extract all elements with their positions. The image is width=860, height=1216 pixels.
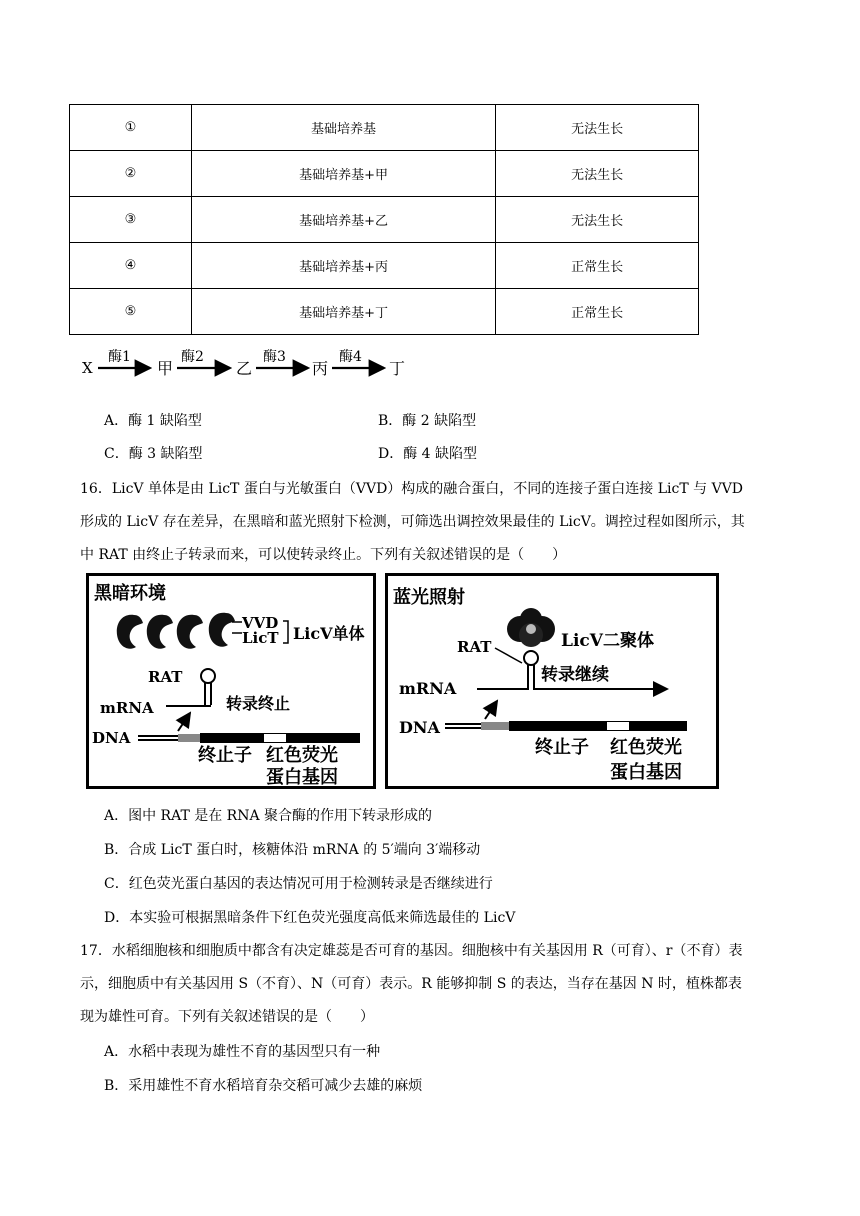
gene-label-2: 蛋白基因 xyxy=(266,767,338,788)
figure-blue-light xyxy=(385,573,720,789)
dna-label: DNA xyxy=(399,718,440,737)
rat-label: RAT xyxy=(148,668,183,686)
enzyme-label: 酶2 xyxy=(181,349,204,365)
dimer-label: LicV二聚体 xyxy=(561,631,654,651)
monomer-label: LicV单体 xyxy=(293,624,365,643)
q17-option-a[interactable]: A．水稻中表现为雄性不育的基因型只有一种 xyxy=(104,1044,381,1060)
q16-option-c[interactable]: C．红色荧光蛋白基因的表达情况可用于检测转录是否继续进行 xyxy=(104,876,493,892)
row-medium: 基础培养基+乙 xyxy=(191,197,496,243)
q15-option-d[interactable]: D．酶 4 缺陷型 xyxy=(378,446,478,462)
pathway-node: 甲 xyxy=(157,359,174,378)
figure-dark xyxy=(86,573,376,789)
gene-label-2: 蛋白基因 xyxy=(610,762,682,783)
rat-hairpin xyxy=(201,669,215,683)
rat-label: RAT xyxy=(457,638,492,656)
row-result: 正常生长 xyxy=(496,243,699,289)
enzyme-pathway xyxy=(80,344,420,382)
q16-option-b[interactable]: B．合成 LicT 蛋白时，核糖体沿 mRNA 的 5′端向 3′端移动 xyxy=(104,842,481,858)
q17-stem-line: 17．水稻细胞核和细胞质中都含有决定雄蕊是否可育的基因。细胞核中有关基因用 R（可育）、r（不育）表 xyxy=(80,943,743,959)
dna-label: DNA xyxy=(92,729,131,747)
vvd-label: VVD xyxy=(242,614,279,632)
promoter-segment xyxy=(178,734,200,742)
figure-title: 黑暗环境 xyxy=(94,583,166,604)
figure-title: 蓝光照射 xyxy=(393,587,465,608)
row-medium: 基础培养基 xyxy=(191,105,496,151)
q17-stem-line: 示，细胞质中有关基因用 S（不育）、N（可育）表示。R 能够抑制 S 的表达，当存在基因 N 时，植株都表 xyxy=(80,976,742,992)
enzyme-label: 酶1 xyxy=(108,349,131,365)
pathway-node: 丙 xyxy=(312,359,329,378)
q15-option-a[interactable]: A．酶 1 缺陷型 xyxy=(104,413,202,429)
q15-option-b[interactable]: B．酶 2 缺陷型 xyxy=(378,413,477,429)
row-id: ④ xyxy=(70,243,192,289)
table-row xyxy=(70,151,699,197)
q15-option-c[interactable]: C．酶 3 缺陷型 xyxy=(104,446,203,462)
gene-label-1: 红色荧光 xyxy=(610,737,682,758)
lict-label: LicT xyxy=(242,629,279,647)
terminator-segment xyxy=(264,734,286,742)
q16-option-a[interactable]: A．图中 RAT 是在 RNA 聚合酶的作用下转录形成的 xyxy=(104,808,433,824)
terminator-label: 终止子 xyxy=(535,737,589,758)
results-table xyxy=(69,104,699,335)
enzyme-label: 酶4 xyxy=(339,349,362,365)
mrna-label: mRNA xyxy=(100,699,154,717)
q16-option-d[interactable]: D．本实验可根据黑暗条件下红色荧光强度高低来筛选最佳的 LicV xyxy=(104,910,516,926)
pathway-node: 丁 xyxy=(389,359,406,378)
promoter-segment xyxy=(481,722,509,730)
table-row xyxy=(70,289,699,335)
terminator-label: 终止子 xyxy=(198,745,252,766)
row-medium: 基础培养基+甲 xyxy=(191,151,496,197)
row-result: 无法生长 xyxy=(496,151,699,197)
row-medium: 基础培养基+丁 xyxy=(191,289,496,335)
q16-stem-line: 形成的 LicV 存在差异，在黑暗和蓝光照射下检测，可筛选出调控效果最佳的 LicV。调控过程如图所示，其 xyxy=(80,514,745,530)
gene-label-1: 红色荧光 xyxy=(266,745,338,766)
table-row xyxy=(70,105,699,151)
table-row xyxy=(70,197,699,243)
pathway-node: 乙 xyxy=(236,359,253,378)
row-result: 无法生长 xyxy=(496,197,699,243)
row-medium: 基础培养基+丙 xyxy=(191,243,496,289)
row-id: ① xyxy=(70,105,192,151)
enzyme-label: 酶3 xyxy=(263,349,286,365)
row-result: 无法生长 xyxy=(496,105,699,151)
pathway-node: X xyxy=(82,359,93,377)
licv-monomer-icons xyxy=(117,613,235,649)
row-result: 正常生长 xyxy=(496,289,699,335)
row-id: ② xyxy=(70,151,192,197)
table-row xyxy=(70,243,699,289)
row-id: ③ xyxy=(70,197,192,243)
q17-option-b[interactable]: B．采用雄性不育水稻培育杂交稻可减少去雄的麻烦 xyxy=(104,1078,423,1094)
q16-stem-line: 中 RAT 由终止子转录而来，可以使转录终止。下列有关叙述错误的是（ ） xyxy=(80,547,567,563)
stop-label: 转录终止 xyxy=(226,694,291,713)
continue-label: 转录继续 xyxy=(541,665,609,685)
row-id: ⑤ xyxy=(70,289,192,335)
q16-stem-line: 16．LicV 单体是由 LicT 蛋白与光敏蛋白（VVD）构成的融合蛋白，不同的连接子蛋白连接 LicT 与 VVD xyxy=(80,481,744,497)
q17-stem-line: 现为雄性可育。下列有关叙述错误的是（ ） xyxy=(80,1009,374,1025)
mrna-label: mRNA xyxy=(399,679,457,698)
dna-strand xyxy=(509,721,687,731)
terminator-segment xyxy=(607,722,629,730)
